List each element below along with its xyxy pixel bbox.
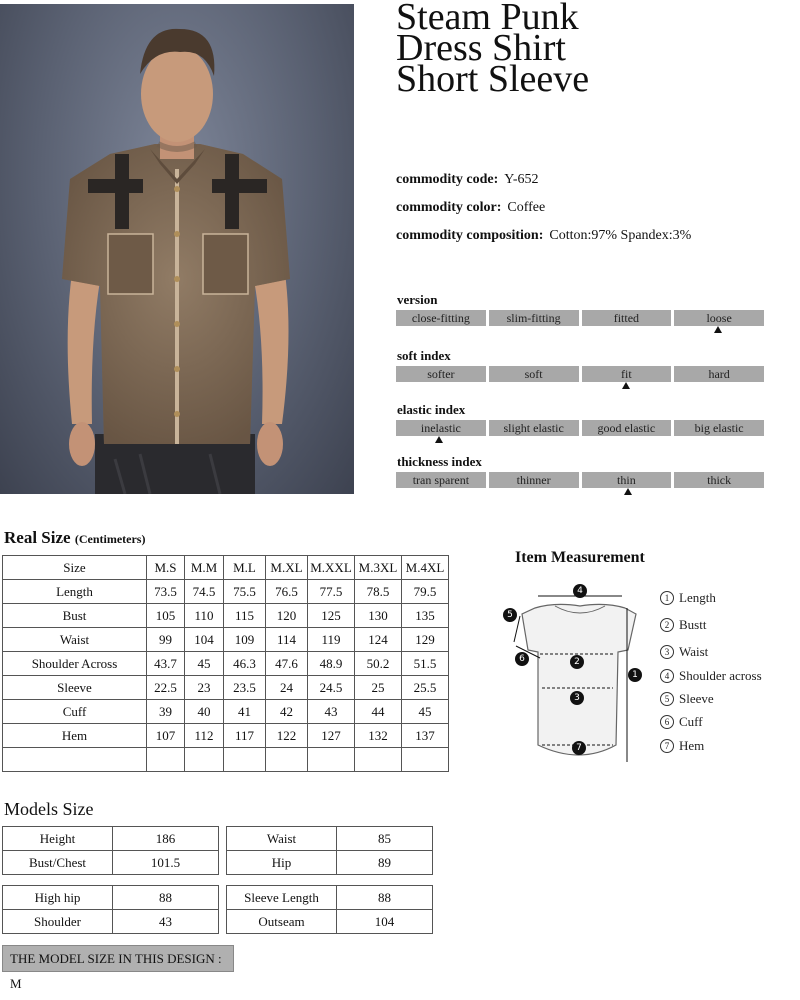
- commodity-composition: [396, 228, 691, 244]
- thickness-index-scale: [396, 472, 764, 488]
- real-size-unit: (Centimeters): [74, 532, 146, 546]
- version-option: fitted: [582, 310, 672, 326]
- elastic-index-option: big elastic: [674, 420, 764, 436]
- model-size-note: THE MODEL SIZE IN THIS DESIGN : M: [2, 945, 234, 972]
- row-label: Cuff: [3, 700, 147, 724]
- table-cell: 76.5: [266, 580, 308, 604]
- product-title: [396, 0, 796, 100]
- product-photo: [0, 4, 354, 494]
- table-cell: 99: [147, 628, 185, 652]
- table-cell: 46.3: [224, 652, 266, 676]
- table-cell: 40: [185, 700, 224, 724]
- real-size-table: [2, 555, 449, 772]
- row-label: Sleeve: [3, 676, 147, 700]
- header-cell: M.4XL: [402, 556, 449, 580]
- title-line: Dress Shirt: [396, 27, 566, 69]
- table-cell: 43: [308, 700, 355, 724]
- table-cell: 44: [355, 700, 402, 724]
- real-size-heading: Real Size: [4, 528, 71, 547]
- legend-item-bust: [660, 617, 706, 633]
- model-label: Outseam: [227, 910, 337, 934]
- legend-label: Length: [679, 590, 716, 605]
- model-value: 88: [337, 886, 433, 910]
- table-cell: 105: [147, 604, 185, 628]
- item-measurement-title: Item Measurement: [515, 549, 645, 566]
- model-label: High hip: [3, 886, 113, 910]
- table-cell: 25: [355, 676, 402, 700]
- models-table-1: [2, 826, 219, 875]
- header-cell: M.XL: [266, 556, 308, 580]
- table-cell: 77.5: [308, 580, 355, 604]
- header-cell: M.3XL: [355, 556, 402, 580]
- table-row: [227, 886, 433, 910]
- legend-item-hem: [660, 738, 704, 754]
- legend-label: Shoulder across: [679, 668, 762, 683]
- version-option: close-fitting: [396, 310, 486, 326]
- table-cell: [3, 748, 147, 772]
- title-line: Short Sleeve: [396, 58, 590, 100]
- legend-item-cuff: [660, 714, 703, 730]
- table-cell: 74.5: [185, 580, 224, 604]
- model-label: Bust/Chest: [3, 851, 113, 875]
- table-cell: 117: [224, 724, 266, 748]
- table-cell: 135: [402, 604, 449, 628]
- model-label: Height: [3, 827, 113, 851]
- marker-6: 6: [515, 652, 529, 666]
- table-cell: 39: [147, 700, 185, 724]
- legend-number: 7: [660, 739, 674, 753]
- header-cell: M.L: [224, 556, 266, 580]
- legend-number: 5: [660, 692, 674, 706]
- table-header-row: [3, 556, 449, 580]
- table-cell: 137: [402, 724, 449, 748]
- table-row: [3, 827, 219, 851]
- table-cell: 78.5: [355, 580, 402, 604]
- table-row: [3, 628, 449, 652]
- model-value: 89: [337, 851, 433, 875]
- table-cell: 51.5: [402, 652, 449, 676]
- model-label: Hip: [227, 851, 337, 875]
- legend-label: Waist: [679, 644, 709, 659]
- elastic-index-option: inelastic: [396, 420, 486, 436]
- elastic-index-selected-marker: [435, 436, 443, 443]
- soft-index-option: fit: [582, 366, 672, 382]
- soft-index-option: soft: [489, 366, 579, 382]
- model-value: 104: [337, 910, 433, 934]
- header-cell: M.XXL: [308, 556, 355, 580]
- soft-index-scale: [396, 366, 764, 382]
- table-cell: 104: [185, 628, 224, 652]
- table-row-empty: [3, 748, 449, 772]
- table-cell: 112: [185, 724, 224, 748]
- models-table-2: [226, 826, 433, 875]
- legend-item-sleeve: [660, 691, 714, 707]
- row-label: Length: [3, 580, 147, 604]
- marker-2: 2: [570, 655, 584, 669]
- thickness-index-option: thick: [674, 472, 764, 488]
- table-cell: 109: [224, 628, 266, 652]
- model-value: 43: [113, 910, 219, 934]
- commodity-color: [396, 200, 545, 216]
- thickness-index-option: thin: [582, 472, 672, 488]
- models-size-title: Models Size: [4, 799, 94, 819]
- table-cell: [266, 748, 308, 772]
- row-label: Waist: [3, 628, 147, 652]
- table-cell: 47.6: [266, 652, 308, 676]
- model-figure: [0, 4, 354, 494]
- table-cell: 48.9: [308, 652, 355, 676]
- code-value: Y-652: [504, 172, 539, 187]
- table-cell: 24.5: [308, 676, 355, 700]
- table-cell: [185, 748, 224, 772]
- legend-item-shoulder: [660, 668, 762, 684]
- title-line: Steam Punk: [396, 0, 579, 38]
- header-cell: M.S: [147, 556, 185, 580]
- table-cell: 79.5: [402, 580, 449, 604]
- models-table-3: [2, 885, 219, 934]
- legend-number: 6: [660, 715, 674, 729]
- table-cell: 75.5: [224, 580, 266, 604]
- table-cell: [355, 748, 402, 772]
- table-cell: 23: [185, 676, 224, 700]
- table-cell: 115: [224, 604, 266, 628]
- color-value: Coffee: [507, 200, 546, 215]
- table-cell: 110: [185, 604, 224, 628]
- table-cell: 129: [402, 628, 449, 652]
- table-row: [3, 851, 219, 875]
- marker-5: 5: [503, 608, 517, 622]
- model-label: Sleeve Length: [227, 886, 337, 910]
- model-value: 101.5: [113, 851, 219, 875]
- commodity-code: [396, 172, 539, 188]
- table-cell: 114: [266, 628, 308, 652]
- table-cell: 22.5: [147, 676, 185, 700]
- table-cell: 45: [402, 700, 449, 724]
- table-row: [227, 910, 433, 934]
- legend-label: Cuff: [679, 714, 703, 729]
- table-row: [3, 724, 449, 748]
- table-row: [3, 700, 449, 724]
- table-cell: 122: [266, 724, 308, 748]
- soft-index-selected-marker: [622, 382, 630, 389]
- model-value: 88: [113, 886, 219, 910]
- soft-index-option: hard: [674, 366, 764, 382]
- table-cell: 41: [224, 700, 266, 724]
- table-cell: 119: [308, 628, 355, 652]
- elastic-index-option: good elastic: [582, 420, 672, 436]
- table-row: [3, 604, 449, 628]
- legend-label: Bustt: [679, 617, 707, 632]
- soft-index-label: soft index: [397, 348, 451, 363]
- table-cell: [308, 748, 355, 772]
- table-row: [227, 827, 433, 851]
- header-cell: M.M: [185, 556, 224, 580]
- legend-number: 4: [660, 669, 674, 683]
- version-option: loose: [674, 310, 764, 326]
- table-cell: 127: [308, 724, 355, 748]
- table-row: [3, 886, 219, 910]
- legend-item-waist: [660, 644, 708, 660]
- elastic-index-option: slight elastic: [489, 420, 579, 436]
- thickness-index-selected-marker: [624, 488, 632, 495]
- table-cell: 124: [355, 628, 402, 652]
- model-value: 186: [113, 827, 219, 851]
- legend-label: Hem: [679, 738, 705, 753]
- table-cell: 130: [355, 604, 402, 628]
- marker-3: 3: [570, 691, 584, 705]
- marker-1: 1: [628, 668, 642, 682]
- version-option: slim-fitting: [489, 310, 579, 326]
- table-row: [227, 851, 433, 875]
- composition-value: Cotton:97% Spandex:3%: [549, 228, 692, 243]
- thickness-index-option: thinner: [489, 472, 579, 488]
- table-cell: 107: [147, 724, 185, 748]
- legend-number: 1: [660, 591, 674, 605]
- table-cell: [147, 748, 185, 772]
- real-size-title: [4, 528, 145, 548]
- version-label: version: [397, 292, 438, 307]
- table-cell: [402, 748, 449, 772]
- soft-index-option: softer: [396, 366, 486, 382]
- model-label: Waist: [227, 827, 337, 851]
- legend-number: 3: [660, 645, 674, 659]
- table-cell: 125: [308, 604, 355, 628]
- row-label: Hem: [3, 724, 147, 748]
- table-cell: 43.7: [147, 652, 185, 676]
- table-cell: 45: [185, 652, 224, 676]
- marker-7: 7: [572, 741, 586, 755]
- table-row: [3, 910, 219, 934]
- table-cell: 132: [355, 724, 402, 748]
- marker-4: 4: [573, 584, 587, 598]
- row-label: Bust: [3, 604, 147, 628]
- table-cell: 42: [266, 700, 308, 724]
- table-cell: 120: [266, 604, 308, 628]
- table-row: [3, 676, 449, 700]
- elastic-index-scale: [396, 420, 764, 436]
- models-table-4: [226, 885, 433, 934]
- version-selected-marker: [714, 326, 722, 333]
- table-cell: 25.5: [402, 676, 449, 700]
- legend-item-length: [660, 590, 716, 606]
- thickness-index-label: thickness index: [397, 454, 482, 469]
- model-label: Shoulder: [3, 910, 113, 934]
- header-cell: Size: [3, 556, 147, 580]
- composition-label: commodity composition:: [396, 228, 544, 243]
- legend-label: Sleeve: [679, 691, 714, 706]
- model-value: 85: [337, 827, 433, 851]
- elastic-index-label: elastic index: [397, 402, 466, 417]
- version-scale: [396, 310, 764, 326]
- row-label: Shoulder Across: [3, 652, 147, 676]
- table-row: [3, 580, 449, 604]
- code-label: commodity code:: [396, 172, 499, 187]
- table-row: [3, 652, 449, 676]
- table-cell: 23.5: [224, 676, 266, 700]
- color-label: commodity color:: [396, 200, 502, 215]
- table-cell: 24: [266, 676, 308, 700]
- table-cell: 50.2: [355, 652, 402, 676]
- legend-number: 2: [660, 618, 674, 632]
- table-cell: [224, 748, 266, 772]
- table-cell: 73.5: [147, 580, 185, 604]
- thickness-index-option: tran sparent: [396, 472, 486, 488]
